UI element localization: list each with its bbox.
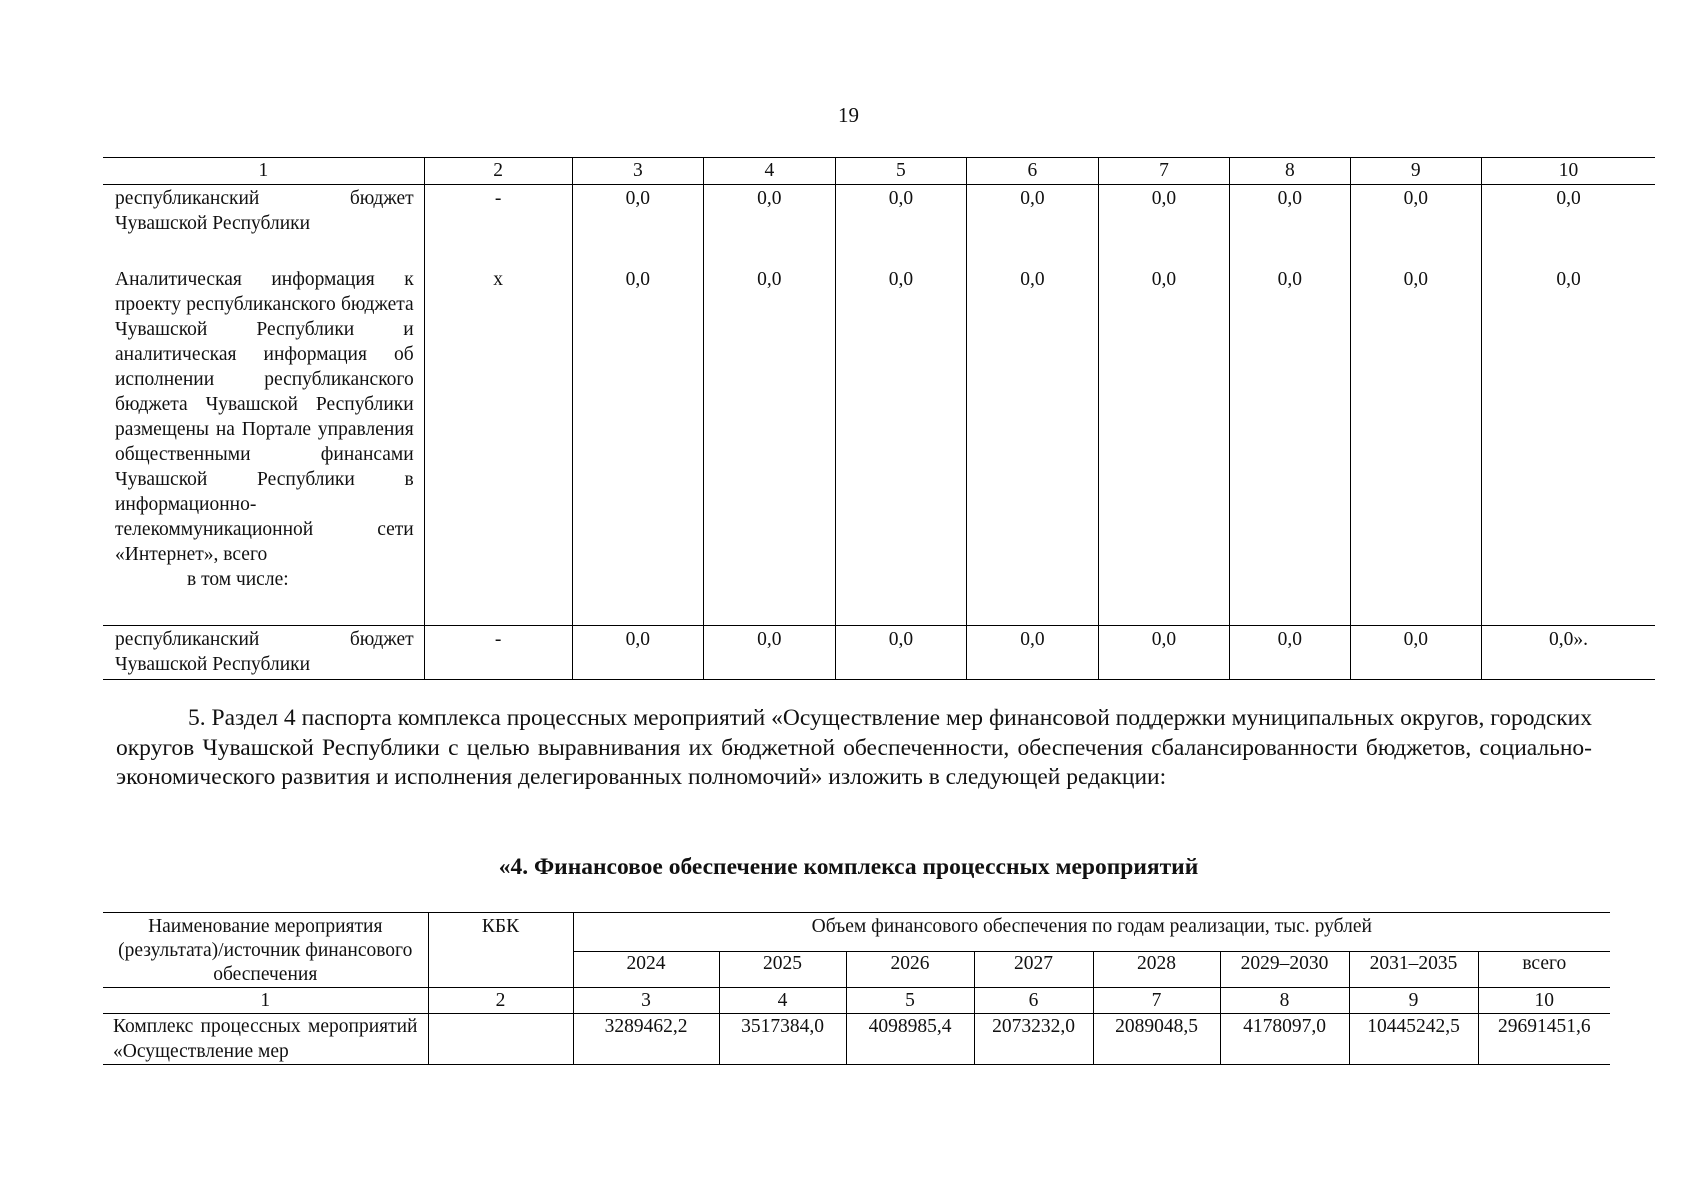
year-header: 2026 xyxy=(846,951,974,987)
year-header: 2025 xyxy=(719,951,846,987)
column-number: 7 xyxy=(1093,988,1220,1014)
column-number-row xyxy=(103,988,1610,1014)
year-header: 2028 xyxy=(1093,951,1220,987)
year-header: 2031–2035 xyxy=(1349,951,1478,987)
row-value: 0,0 xyxy=(1350,626,1482,680)
column-number: 1 xyxy=(103,988,428,1014)
column-number: 9 xyxy=(1349,988,1478,1014)
funding-table-continued xyxy=(103,157,1655,680)
column-number: 1 xyxy=(103,158,424,185)
funding-table xyxy=(103,912,1610,1065)
amendment-paragraph: 5. Раздел 4 паспорта комплекса процессных мероприятий «Осуществление мер финансовой поддержки муниципальных округов, городских округов Чувашской Республики с целью выравнивания их бюджетной обеспеченности, обеспечения сбалансированности бюджетов, социально-экономического развития и исполнения делегированных полномочий» изложить в следующей редакции: xyxy=(116,705,1592,790)
year-header: 2027 xyxy=(974,951,1093,987)
year-header: всего xyxy=(1478,951,1610,987)
row-value: 0,0 xyxy=(572,626,704,680)
row-value: 2089048,5 xyxy=(1093,1014,1220,1065)
row-value: 0,0 xyxy=(1098,185,1230,267)
row-kbk: - xyxy=(424,626,572,680)
row-value: 3289462,2 xyxy=(573,1014,719,1065)
column-number: 6 xyxy=(974,988,1093,1014)
row-name: республиканский бюджет Чувашской Республики xyxy=(103,626,424,680)
column-number: 5 xyxy=(835,158,967,185)
row-value: 0,0 xyxy=(1482,266,1655,626)
row-value: 0,0». xyxy=(1482,626,1655,680)
row-value: 0,0 xyxy=(704,626,836,680)
column-number: 7 xyxy=(1098,158,1230,185)
column-number: 6 xyxy=(967,158,1099,185)
column-number: 3 xyxy=(573,988,719,1014)
row-value: 29691451,6 xyxy=(1478,1014,1610,1065)
row-value: 0,0 xyxy=(835,266,967,626)
column-number: 3 xyxy=(572,158,704,185)
year-header: 2024 xyxy=(573,951,719,987)
header-volume: Объем финансового обеспечения по годам реализации, тыс. рублей xyxy=(573,913,1610,952)
column-number: 2 xyxy=(424,158,572,185)
row-value: 0,0 xyxy=(1482,185,1655,267)
column-number: 4 xyxy=(704,158,836,185)
table-row xyxy=(103,1014,1610,1065)
row-name: Аналитическая информация к проекту республиканского бюджета Чувашской Республики и аналитическая информация об исполнении республиканского бюджета Чувашской Республики размещены на Портале управления общественными финансами Чувашской Республики в информационно-телекоммуникационной сети «Интернет», всего xyxy=(115,269,414,565)
row-value: 4178097,0 xyxy=(1220,1014,1349,1065)
row-value: 0,0 xyxy=(967,626,1099,680)
column-number: 2 xyxy=(428,988,573,1014)
row-value: 0,0 xyxy=(572,266,704,626)
row-name-suffix: в том числе: xyxy=(187,569,289,590)
header-name: Наименование мероприятия (результата)/источник финансового обеспечения xyxy=(103,913,428,988)
header-kbk: КБК xyxy=(428,913,573,988)
row-value: 0,0 xyxy=(1230,185,1350,267)
row-kbk xyxy=(428,1014,573,1065)
column-number: 9 xyxy=(1350,158,1482,185)
section-heading: «4. Финансовое обеспечение комплекса процессных мероприятий xyxy=(498,854,1199,880)
row-name: Комплекс процессных мероприятий «Осуществление мер xyxy=(103,1014,428,1065)
row-value: 2073232,0 xyxy=(974,1014,1093,1065)
table-row xyxy=(103,266,1655,626)
column-number: 10 xyxy=(1478,988,1610,1014)
column-number: 5 xyxy=(846,988,974,1014)
row-value: 0,0 xyxy=(967,185,1099,267)
row-value: 0,0 xyxy=(1350,185,1482,267)
column-number: 10 xyxy=(1482,158,1655,185)
row-name-cell xyxy=(103,266,424,626)
page-number: 19 xyxy=(838,103,859,127)
year-header: 2029–2030 xyxy=(1220,951,1349,987)
row-value: 0,0 xyxy=(967,266,1099,626)
row-value: 0,0 xyxy=(1098,266,1230,626)
row-value: 0,0 xyxy=(835,626,967,680)
row-value: 10445242,5 xyxy=(1349,1014,1478,1065)
header-row xyxy=(103,913,1610,952)
row-value: 4098985,4 xyxy=(846,1014,974,1065)
row-value: 3517384,0 xyxy=(719,1014,846,1065)
row-kbk: x xyxy=(424,266,572,626)
column-number: 4 xyxy=(719,988,846,1014)
row-value: 0,0 xyxy=(1230,266,1350,626)
column-number-row xyxy=(103,158,1655,185)
row-value: 0,0 xyxy=(572,185,704,267)
row-kbk: - xyxy=(424,185,572,267)
row-value: 0,0 xyxy=(1098,626,1230,680)
table-row xyxy=(103,185,1655,267)
row-value: 0,0 xyxy=(835,185,967,267)
row-value: 0,0 xyxy=(704,185,836,267)
column-number: 8 xyxy=(1220,988,1349,1014)
row-value: 0,0 xyxy=(1230,626,1350,680)
column-number: 8 xyxy=(1230,158,1350,185)
row-value: 0,0 xyxy=(704,266,836,626)
row-value: 0,0 xyxy=(1350,266,1482,626)
row-name: республиканский бюджет Чувашской Республики xyxy=(103,185,424,267)
table-row xyxy=(103,626,1655,680)
